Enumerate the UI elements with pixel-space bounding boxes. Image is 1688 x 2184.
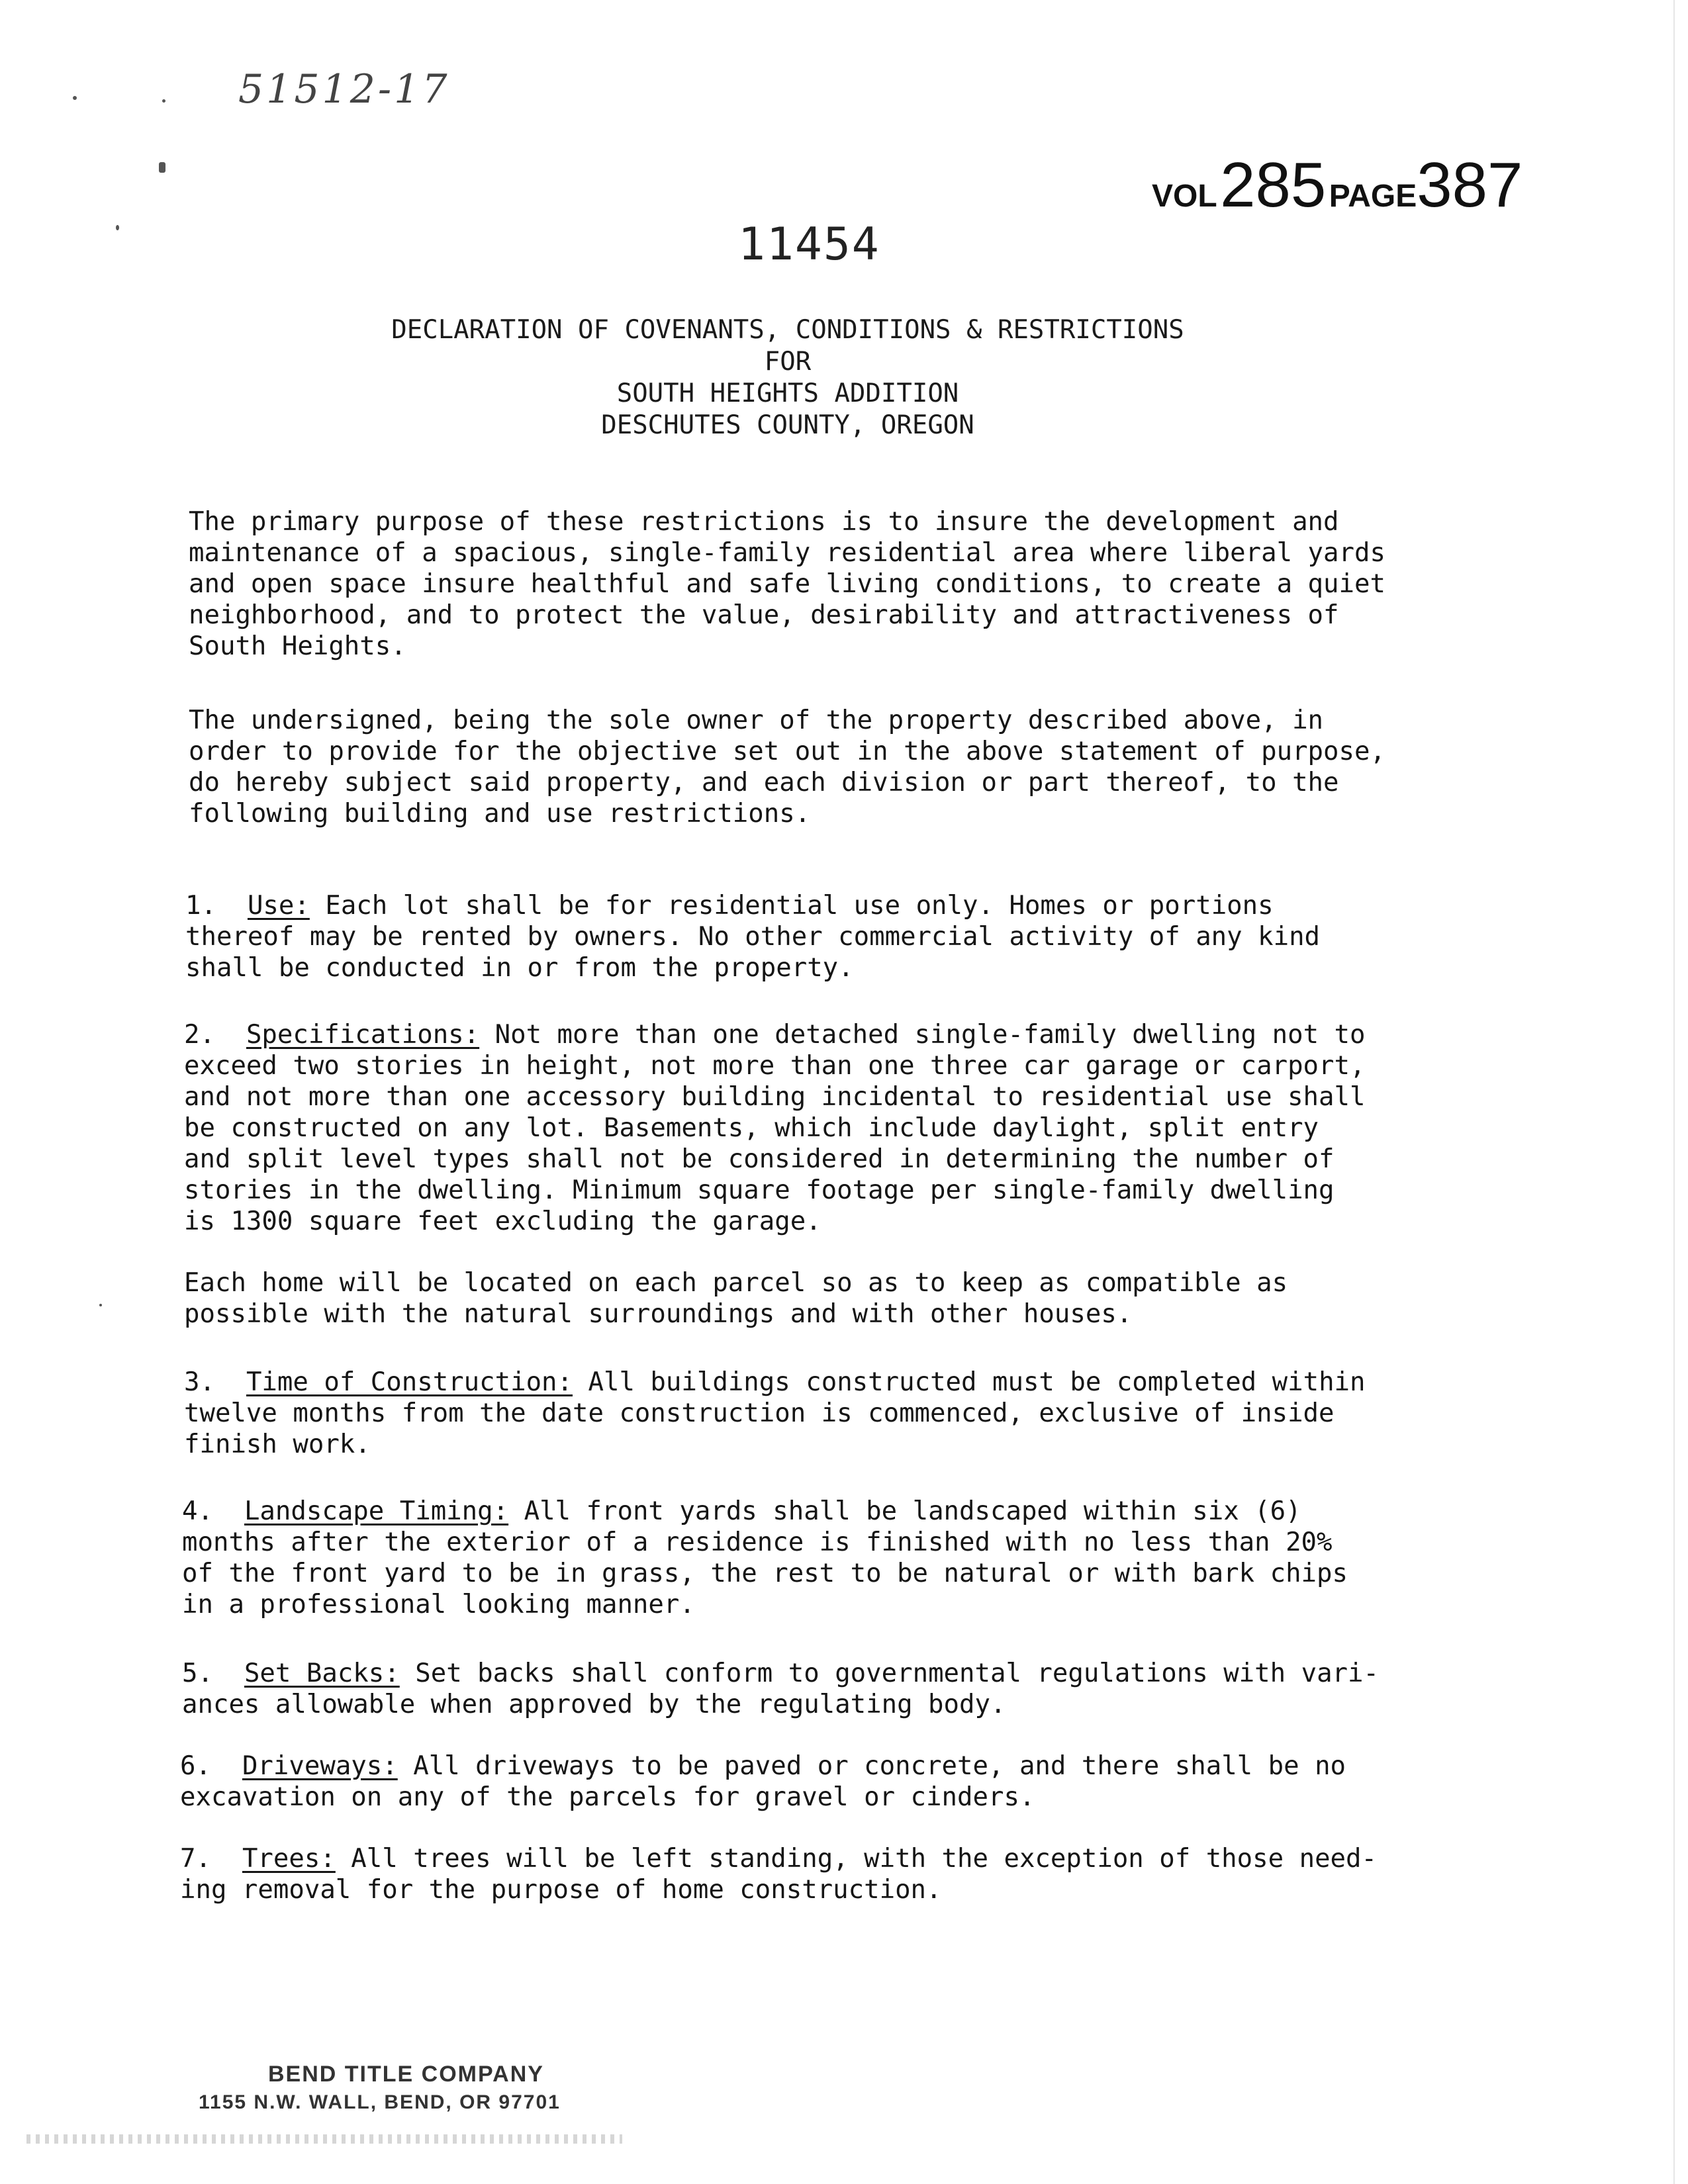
section-text: All trees will be left standing, with the exception of those need- ing removal for the purpose of home construction. bbox=[180, 1844, 1377, 1905]
section-heading: Specifications: bbox=[246, 1020, 480, 1050]
document-number: 11454 bbox=[738, 218, 880, 271]
scan-speck bbox=[116, 225, 119, 230]
title-line-4: DESCHUTES COUNTY, OREGON bbox=[601, 410, 974, 440]
vol-number: 285 bbox=[1220, 150, 1327, 220]
section-number: 4. bbox=[182, 1496, 213, 1526]
scan-speck bbox=[99, 1304, 102, 1306]
section-use bbox=[185, 890, 1443, 983]
volume-page-reference bbox=[1152, 149, 1523, 222]
section-heading: Trees: bbox=[242, 1844, 336, 1874]
page-number: 387 bbox=[1417, 150, 1523, 220]
section-set-backs bbox=[182, 1658, 1440, 1720]
home-location-paragraph: Each home will be located on each parcel so as to keep as compatible as possible with the natural surroundings and with other houses. bbox=[184, 1268, 1288, 1329]
section-heading: Landscape Timing: bbox=[244, 1496, 509, 1526]
section-number: 5. bbox=[182, 1659, 213, 1688]
section-text: Each lot shall be for residential use only. Homes or portions thereof may be rented by owners. No other commercial activity of any kind shall be conducted in or from the property. bbox=[185, 891, 1321, 983]
section-driveways bbox=[180, 1751, 1438, 1813]
section-number: 2. bbox=[184, 1020, 215, 1050]
section-number: 1. bbox=[185, 891, 216, 921]
scan-speck bbox=[73, 96, 77, 100]
title-line-1: DECLARATION OF COVENANTS, CONDITIONS & RESTRICTIONS bbox=[391, 315, 1184, 345]
section-heading: Driveways: bbox=[242, 1751, 398, 1781]
section-heading: Time of Construction: bbox=[246, 1367, 573, 1397]
section-number: 6. bbox=[180, 1751, 211, 1781]
title-company-stamp-name: BEND TITLE COMPANY bbox=[268, 2062, 544, 2087]
title-line-2: FOR bbox=[764, 347, 812, 377]
section-number: 7. bbox=[180, 1844, 211, 1874]
scan-noise bbox=[26, 2134, 622, 2144]
title-company-stamp-address: 1155 N.W. WALL, BEND, OR 97701 bbox=[199, 2091, 561, 2113]
section-text: Not more than one detached single-family dwelling not to exceed two stories in height, not more than one three car garage or carport, and not more than one accessory building incidental to residential use shall be constructed on any lot. Basements, which include daylight, split entry and split level types shall not be considered in determining the number of stories in the dwelling. Minimum square footage per single-family dwelling is 1300 square feet excluding the garage. bbox=[184, 1020, 1366, 1236]
section-text: Set backs shall conform to governmental regulations with vari- ances allowable when approved by the regulating body. bbox=[182, 1659, 1379, 1719]
section-heading: Use: bbox=[247, 891, 310, 921]
section-heading: Set Backs: bbox=[244, 1659, 400, 1688]
section-time-of-construction bbox=[184, 1367, 1442, 1460]
section-trees bbox=[180, 1843, 1438, 1905]
section-number: 3. bbox=[184, 1367, 215, 1397]
title-line-3: SOUTH HEIGHTS ADDITION bbox=[616, 379, 959, 408]
vol-label: VOL bbox=[1152, 179, 1217, 214]
scan-speck bbox=[159, 162, 165, 173]
section-text: All front yards shall be landscaped within six (6) months after the exterior of a residence is finished with no less than 20% of the front yard to be in grass, the rest to be natural or with bark chips in a professional looking manner. bbox=[182, 1496, 1348, 1619]
section-text: All driveways to be paved or concrete, and there shall be no excavation on any of the parcels for gravel or cinders. bbox=[180, 1751, 1346, 1812]
scan-edge bbox=[1673, 0, 1675, 2184]
undersigned-paragraph: The undersigned, being the sole owner of the property described above, in order to provide for the objective set out in the above statement of purpose, do hereby subject said property, and each division or part thereof, to the following building and use restrictions. bbox=[189, 705, 1385, 829]
page-label: PAGE bbox=[1329, 179, 1417, 214]
scan-speck bbox=[162, 99, 165, 103]
section-specifications bbox=[184, 1019, 1442, 1237]
document-title bbox=[0, 314, 1575, 441]
purpose-paragraph: The primary purpose of these restrictions is to insure the development and maintenance of a spacious, single-family residential area where liberal yards and open space insure healthful and safe living conditions, to create a quiet neighborhood, and to protect the value, desirability and attractiveness of South Heights. bbox=[189, 507, 1385, 661]
handwritten-file-number: 51512-17 bbox=[238, 66, 450, 113]
section-landscape-timing bbox=[182, 1496, 1440, 1620]
section-text: All buildings constructed must be completed within twelve months from the date construction is commenced, exclusive of inside finish work. bbox=[184, 1367, 1366, 1459]
